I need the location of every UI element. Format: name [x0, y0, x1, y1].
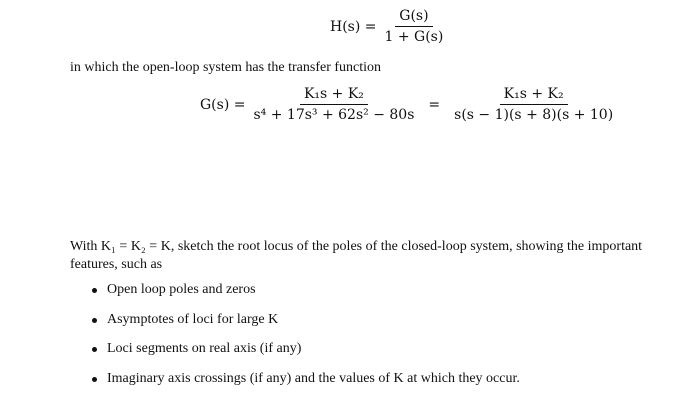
h-numerator: G(s) [395, 8, 432, 27]
bullet-icon [92, 377, 97, 382]
g-fraction-factored-numerator: K₁s + K₂ [500, 86, 568, 105]
h-fraction [381, 8, 448, 45]
bullet-icon [92, 318, 97, 323]
open-loop-transfer-equation [200, 86, 621, 123]
g-equals-sign: = [428, 96, 441, 113]
list-item-text: Open loop poles and zeros [107, 282, 256, 297]
g-fraction-expanded-denominator: s⁴ + 17s³ + 62s² − 80s [253, 107, 415, 123]
bullet-icon [92, 347, 97, 352]
g-equation-lhs: G(s) = [200, 96, 246, 113]
feature-list [92, 282, 520, 400]
list-item [92, 371, 520, 400]
list-item [92, 312, 520, 342]
g-fraction-expanded [249, 86, 418, 123]
list-item-text: Asymptotes of loci for large K [107, 311, 279, 327]
h-denominator: 1 + G(s) [384, 29, 444, 45]
h-equation-lhs: H(s) = [330, 18, 377, 35]
list-item-text: Loci segments on real axis (if any) [107, 341, 302, 356]
g-fraction-expanded-numerator: K₁s + K₂ [300, 86, 368, 105]
instruction-paragraph: With K₁ = K₂ = K, sketch the root locus of the poles of the closed-loop system, showing the important features, such as [70, 239, 643, 272]
list-item-text: Imaginary axis crossings (if any) and the values of K at which they occur. [107, 370, 520, 386]
bullet-icon [92, 288, 97, 293]
list-item [92, 341, 520, 371]
g-fraction-factored [450, 86, 617, 123]
closed-loop-transfer-equation [330, 8, 451, 45]
intro-paragraph: in which the open-loop system has the transfer function [70, 60, 382, 75]
g-fraction-factored-denominator: s(s − 1)(s + 8)(s + 10) [454, 107, 614, 123]
list-item [92, 282, 520, 312]
